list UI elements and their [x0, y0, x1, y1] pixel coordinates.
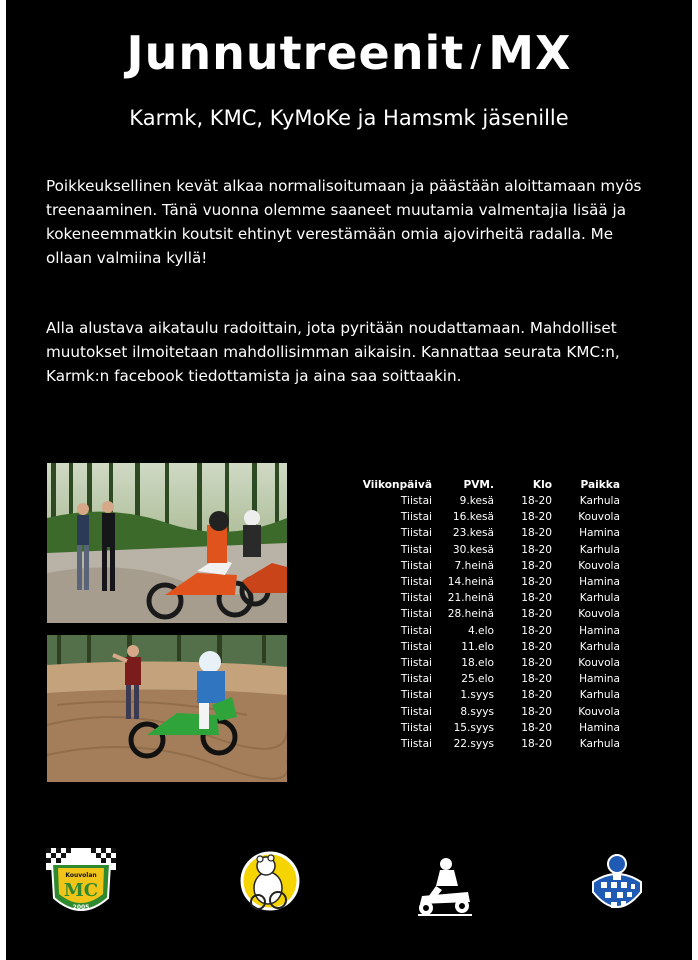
row-place: Hamina	[579, 624, 620, 637]
row-weekday: Tiistai	[400, 495, 432, 508]
row-time: 18-20	[521, 673, 552, 686]
logo-top-text: Kouvolan	[65, 872, 97, 879]
header-date: PVM.	[463, 478, 494, 491]
kouvolan-mc-logo	[46, 846, 116, 926]
schedule-row	[342, 720, 620, 736]
row-date: 4.elo	[467, 624, 494, 637]
intro-paragraph: Poikkeuksellinen kevät alkaa normalisoitumaan ja päästään aloittamaan myös treenaaminen. Tänä vuonna olemme saaneet muutamia valmentajia lisää ja kokeneemmatkin koutsit ehtinyt verestämään omia ajovirheitä radalla. Me ollaan valmiina kyllä!	[46, 177, 642, 267]
row-date: 9.kesä	[459, 495, 494, 508]
row-date: 25.elo	[461, 673, 494, 686]
row-time: 18-20	[521, 624, 552, 637]
schedule-row	[342, 736, 620, 752]
row-place: Hamina	[579, 721, 620, 734]
row-time: 18-20	[521, 592, 552, 605]
row-date: 16.kesä	[452, 511, 494, 524]
schedule-row	[342, 574, 620, 590]
row-weekday: Tiistai	[400, 624, 432, 637]
row-weekday: Tiistai	[400, 689, 432, 702]
row-weekday: Tiistai	[400, 527, 432, 540]
row-time: 18-20	[521, 721, 552, 734]
header-time: Klo	[532, 478, 552, 491]
row-time: 18-20	[521, 737, 552, 750]
row-weekday: Tiistai	[400, 705, 432, 718]
row-time: 18-20	[521, 527, 552, 540]
row-weekday: Tiistai	[400, 543, 432, 556]
row-weekday: Tiistai	[400, 656, 432, 669]
row-weekday: Tiistai	[400, 559, 432, 572]
header-place: Paikka	[580, 478, 620, 491]
schedule-row	[342, 639, 620, 655]
row-place: Karhula	[579, 495, 620, 508]
title-main: Junnutreenit	[126, 26, 465, 80]
row-time: 18-20	[521, 656, 552, 669]
row-place: Karhula	[579, 543, 620, 556]
logo-year-text: 2005	[72, 904, 90, 911]
schedule-row	[342, 509, 620, 525]
schedule-row	[342, 671, 620, 687]
row-time: 18-20	[521, 559, 552, 572]
row-date: 11.elo	[461, 640, 494, 653]
row-date: 14.heinä	[447, 576, 494, 589]
row-place: Hamina	[579, 527, 620, 540]
row-weekday: Tiistai	[400, 592, 432, 605]
row-weekday: Tiistai	[400, 640, 432, 653]
title-sub: MX	[488, 26, 572, 80]
row-date: 18.elo	[461, 656, 494, 669]
logo-main-text: MC	[63, 880, 99, 901]
title-slash: /	[470, 39, 483, 74]
motorcycle-federation-logo	[589, 852, 645, 926]
row-place: Kouvola	[578, 511, 620, 524]
poster	[6, 0, 692, 960]
row-time: 18-20	[521, 705, 552, 718]
row-weekday: Tiistai	[400, 673, 432, 686]
row-time: 18-20	[521, 689, 552, 702]
schedule-row	[342, 525, 620, 541]
row-date: 7.heinä	[454, 559, 494, 572]
schedule-row	[342, 542, 620, 558]
row-date: 15.syys	[453, 721, 494, 734]
row-date: 21.heinä	[447, 592, 494, 605]
row-date: 1.syys	[460, 689, 494, 702]
schedule-row	[342, 655, 620, 671]
schedule-header-row	[342, 476, 620, 493]
row-time: 18-20	[521, 640, 552, 653]
row-place: Kouvola	[578, 656, 620, 669]
row-weekday: Tiistai	[400, 608, 432, 621]
row-time: 18-20	[521, 608, 552, 621]
row-date: 28.heinä	[447, 608, 494, 621]
row-date: 22.syys	[453, 737, 494, 750]
row-date: 23.kesä	[452, 527, 494, 540]
row-time: 18-20	[521, 495, 552, 508]
bear-club-logo	[240, 848, 300, 918]
header-weekday: Viikonpäivä	[362, 478, 432, 491]
row-weekday: Tiistai	[400, 511, 432, 524]
row-place: Hamina	[579, 576, 620, 589]
schedule-row	[342, 703, 620, 719]
schedule-row	[342, 493, 620, 509]
row-weekday: Tiistai	[400, 721, 432, 734]
schedule-row	[342, 590, 620, 606]
schedule-row	[342, 687, 620, 703]
row-place: Kouvola	[578, 705, 620, 718]
row-place: Kouvola	[578, 608, 620, 621]
quad-rider-logo	[416, 856, 474, 922]
row-date: 30.kesä	[452, 543, 494, 556]
schedule-row	[342, 558, 620, 574]
row-time: 18-20	[521, 511, 552, 524]
row-place: Hamina	[579, 673, 620, 686]
row-time: 18-20	[521, 543, 552, 556]
motocross-photo-rider	[47, 635, 287, 782]
row-weekday: Tiistai	[400, 737, 432, 750]
schedule-paragraph: Alla alustava aikataulu radoittain, jota pyritään noudattamaan. Mahdolliset muutokset ilmoitetaan mahdollisimman aikaisin. Kannattaa seurata KMC:n, Karmk:n facebook tiedottamista ja aina saa soittaakin.	[46, 319, 620, 385]
row-place: Karhula	[579, 737, 620, 750]
row-place: Karhula	[579, 640, 620, 653]
schedule-row	[342, 623, 620, 639]
row-place: Karhula	[579, 689, 620, 702]
row-place: Karhula	[579, 592, 620, 605]
page-subtitle: Karmk, KMC, KyMoKe ja Hamsmk jäsenille	[129, 106, 569, 130]
row-weekday: Tiistai	[400, 576, 432, 589]
motocross-photo-training	[47, 463, 287, 623]
row-date: 8.syys	[460, 705, 494, 718]
schedule-table	[342, 476, 620, 752]
row-time: 18-20	[521, 576, 552, 589]
page-title	[6, 26, 692, 80]
row-place: Kouvola	[578, 559, 620, 572]
schedule-row	[342, 606, 620, 622]
